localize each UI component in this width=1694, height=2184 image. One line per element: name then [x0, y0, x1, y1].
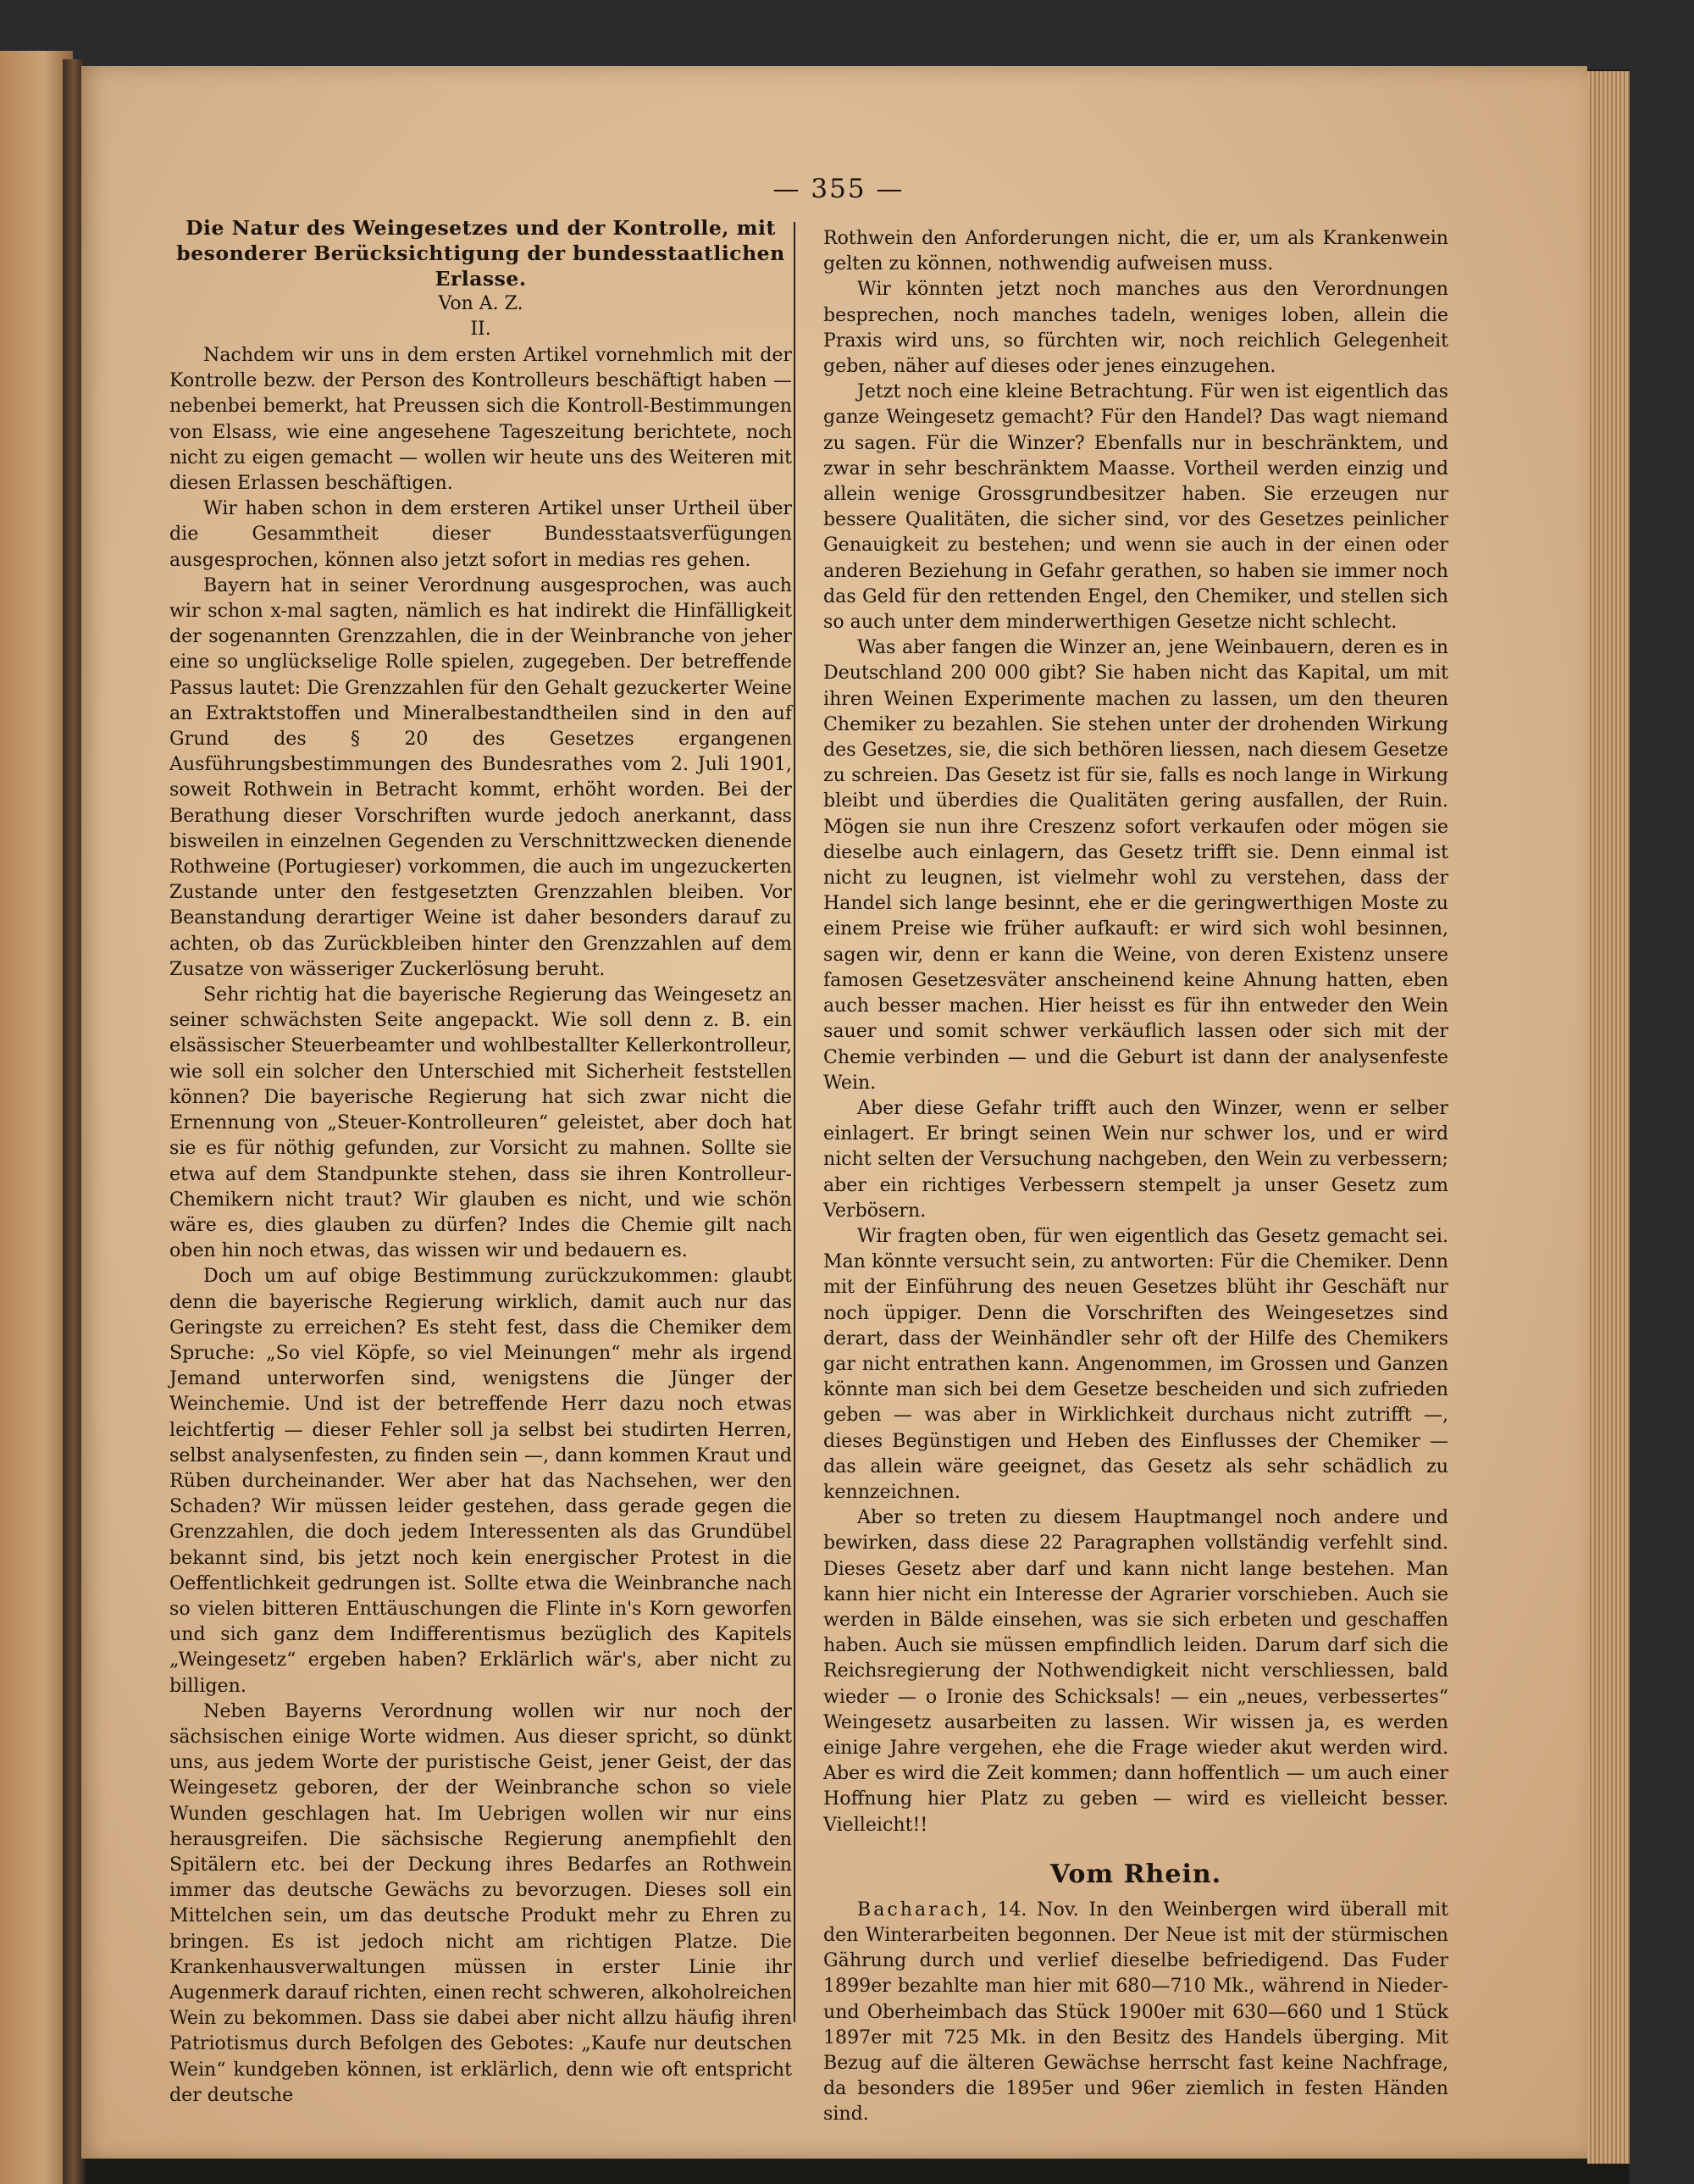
page-stack-edges — [1587, 71, 1630, 2164]
news-dateline: Bacharach — [857, 1898, 982, 1921]
left-column — [169, 215, 792, 2108]
book-cover-top — [0, 0, 1694, 69]
left-paragraph: Neben Bayerns Verordnung wollen wir nur noch der sächsischen einige Worte widmen. Aus dieser spricht, so dünkt uns, aus jedem Worte der puristische Geist, jener Geist, der das Weingesetz geboren, der der Weinbranche schon so viele Wunden geschlagen hat. Im Uebrigen wollen wir nur eins herausgreifen. Die sächsische Regierung anempfiehlt den Spitälern etc. bei der Deckung ihres Bedarfes an Rothwein immer das deutsche Gewächs zu bevorzugen. Dieses soll ein Mittelchen sein, um das deutsche Produkt mehr zu Ehren zu bringen. Es ist jedoch nicht am richtigen Platze. Die Krankenhausverwaltungen müssen in erster Linie ihr Augenmerk darauf richten, einen recht schweren, alkoholreichen Wein zu bekommen. Dass sie dabei aber nicht allzu häufig ihren Patriotismus durch Befolgen des Gebotes: „Kaufe nur deutschen Wein“ kundgeben können, ist erklärlich, denn wie oft entspricht der deutsche — [169, 1699, 792, 2106]
right-column — [823, 225, 1448, 2127]
news-body: , 14. Nov. In den Weinbergen wird überall mit den Winterarbeiten begonnen. Der Neue ist mit der stürmischen Gährung durch und verlief dieselbe befriedigend. Das Fuder 1899er bezahlte man hier mit 680—710 Mk., während in Nieder- und Oberheimbach das Stück 1900er mit 630—660 und 1 Stück 1897er mit 725 Mk. in den Besitz des Handels überging. Mit Bezug auf die älteren Gewächse herrscht fast keine Nachfrage, da besonders die 1895er und 96er ziemlich in festen Händen sind. — [823, 1898, 1448, 2126]
right-paragraph: Aber diese Gefahr trifft auch den Winzer, wenn er selber einlagert. Er bringt seinen Wein nur schwer los, und er wird nicht selten der Versuchung nachgeben, den Wein zu verbessern; aber ein richtiges Verbessern stempelt ja unser Gesetz zum Verbösern. — [823, 1096, 1448, 1222]
left-paragraph: Bayern hat in seiner Verordnung ausgesprochen, was auch wir schon x-mal sagten, nämlich es hat indirekt die Hinfälligkeit der sogenannten Grenzzahlen, die in der Weinbranche von jeher eine so unglückselige Rolle spielen, zugegeben. Der betreffende Passus lautet: Die Grenzzahlen für den Gehalt gezuckerter Weine an Extraktstoffen und Mineralbestandtheilen sind in den auf Grund des § 20 des Gesetzes ergangenen Ausführungsbestimmungen des Bundesrathes vom 2. Juli 1901, soweit Rothwein in Betracht kommt, erhöht worden. Bei der Berathung dieser Vorschriften wurde jedoch anerkannt, dass bisweilen in einzelnen Gegenden zu Verschnittzwecken dienende Rothweine (Portugieser) vorkommen, die auch im ungezuckerten Zustande unter den festgesetzten Grenzzahlen bleiben. Vor Beanstandung derartiger Weine ist daher besonders darauf zu achten, ob das Zurückbleiben hinter den Grenzzahlen auf dem Zusatze von wässeriger Zuckerlösung beruht. — [169, 574, 792, 980]
right-paragraph: Aber so treten zu diesem Hauptmangel noch andere und bewirken, dass diese 22 Paragraphen vollständig verfehlt sind. Dieses Gesetz aber darf und kann nicht lange bestehen. Man kann hier nicht ein Interesse der Agrarier vorschieben. Auch sie werden in Bälde einsehen, was sie sich erbeten und geschaffen haben. Auch sie müssen empfindlich leiden. Darum darf sich die Reichsregierung der Nothwendigkeit nicht verschliessen, bald wieder — o Ironie des Schicksals! — ein „neues, verbessertes“ Weingesetz ausarbeiten zu lassen. Wir wissen ja, es werden einige Jahre vergehen, ehe die Frage wieder akut werden wird. Aber es wird die Zeit kommen; dann hoffentlich — um auch einer Hoffnung hier Platz zu geben — wird es vielleicht besser. Vielleicht!! — [823, 1506, 1448, 1836]
left-paragraph: Sehr richtig hat die bayerische Regierung das Weingesetz an seiner schwächsten Seite angepackt. Wie soll denn z. B. ein elsässischer Steuerbeamter und wohlbestallter Kellerkontrolleur, wie soll ein solcher den Unterschied mit Sicherheit feststellen können? Die bayerische Regierung hat sich zwar nicht die Ernennung von „Steuer-Kontrolleuren“ geleistet, aber doch hat sie es für nöthig gefunden, zur Vorsicht zu mahnen. Sollte sie etwa auf dem Standpunkte stehen, dass sie ihren Kontrolleur-Chemikern nicht traut? Wir glauben es nicht, und wie schön wäre es, dies glauben zu dürfen? Indes die Chemie gilt nach oben hin noch etwas, das wissen wir und bedauern es. — [169, 984, 792, 1262]
column-divider — [794, 222, 795, 2022]
left-paragraph: Doch um auf obige Bestimmung zurückzukommen: glaubt denn die bayerische Regierung wirklich, damit auch nur das Geringste zu erreichen? Es steht fest, dass die Chemiker dem Spruche: „So viel Köpfe, so viel Meinungen“ mehr als irgend Jemand unterworfen sind, wenigstens die Jünger der Weinchemie. Und ist der betreffende Herr dazu noch etwas leichtfertig — dieser Fehler soll ja selbst bei studirten Herren, selbst analysenfesten, zu finden sein —, dann kommen Kraut und Rüben durcheinander. Wer aber hat das Nachsehen, wer den Schaden? Wir müssen leider gestehen, dass gerade gegen die Grenzzahlen, die doch jedem Interessenten als das Grundübel bekannt sind, bis jetzt noch kein energischer Protest in die Oeffentlichkeit gedrungen ist. Sollte etwa die Weinbranche nach so vielen bitteren Enttäuschungen die Flinte in's Korn geworfen und sich ganz dem Indifferentismus bezüglich des Kapitels „Weingesetz“ ergeben haben? Erklärlich wär's, aber nicht zu billigen. — [169, 1265, 792, 1697]
right-paragraph: Jetzt noch eine kleine Betrachtung. Für wen ist eigentlich das ganze Weingesetz gemacht? Für den Handel? Das wagt niemand zu sagen. Für die Winzer? Ebenfalls nur in beschränktem, und zwar in sehr beschränktem Maasse. Vortheil werden einzig und allein wenige Grossgrundbesitzer haben. Sie erzeugen nur bessere Qualitäten, die sicher sind, vor des Gesetzes peinlicher Genauigkeit zu bestehen; und wenn sie auch in der einen oder anderen Beziehung in Gefahr gerathen, so haben sie immer noch das Geld für den rettenden Engel, den Chemiker, und stellen sich so auch unter dem minderwerthigen Gesetze nicht schlecht. — [823, 380, 1448, 634]
book-cover-board — [1630, 51, 1694, 2184]
article-title: Die Natur des Weingesetzes und der Kontrolle, mit besonderer Berücksichtigung der bundesstaatlichen Erlasse. — [176, 216, 785, 291]
right-paragraph: Wir fragten oben, für wen eigentlich das Gesetz gemacht sei. Man könnte versucht sein, zu antworten: Für die Chemiker. Denn mit der Einführung des neuen Gesetzes blüht ihr Geschäft nur noch üppiger. Denn die Vorschriften des Weingesetzes sind derart, dass der Weinhändler sehr oft der Hilfe des Chemikers gar nicht entrathen kann. Angenommen, im Grossen und Ganzen könnte man sich bei dem Gesetze bescheiden und sich zufrieden geben — was aber in Wirklichkeit durchaus nicht zutrifft —, dieses Begünstigen und Heben des Einflusses der Chemiker — das allein wäre geeignet, das Gesetz als sehr schädlich zu kennzeichnen. — [823, 1224, 1448, 1503]
right-paragraph: Rothwein den Anforderungen nicht, die er, um als Krankenwein gelten zu können, nothwendig aufweisen muss. — [823, 227, 1448, 275]
news-paragraph — [823, 1897, 1448, 2127]
right-paragraph: Wir könnten jetzt noch manches aus den Verordnungen besprechen, noch manches tadeln, weniges loben, allein die Praxis wird uns, so fürchten wir, noch reichlich Gelegenheit geben, näher auf dieses oder jenes einzugehen. — [823, 278, 1448, 378]
left-paragraph: Nachdem wir uns in dem ersten Artikel vornehmlich mit der Kontrolle bezw. der Person des Kontrolleurs beschäftigt haben — nebenbei bemerkt, hat Preussen sich die Kontroll-Bestimmungen von Elsass, wie eine angesehene Tageszeitung berichtete, noch nicht zu eigen gemacht — wollen wir heute uns des Weiteren mit diesen Erlassen beschäftigen. — [169, 344, 792, 495]
article-part-number: II. — [470, 319, 491, 340]
page-number: — 355 — — [772, 174, 905, 204]
article-byline: Von A. Z. — [438, 293, 523, 314]
right-paragraph: Was aber fangen die Winzer an, jene Weinbauern, deren es in Deutschland 200 000 gibt? Sie haben nicht das Kapital, um mit ihren Weinen Experimente machen zu lassen, um den theuren Chemiker zu bezahlen. Sie stehen unter der drohenden Wirkung des Gesetzes, sie, die sich bethören liessen, nach diesem Gesetze zu schreien. Das Gesetz ist für sie, falls es noch lange in Wirkung bleibt und überdies die Qualitäten gering ausfallen, der Ruin. Mögen sie nun ihre Creszenz sofort verkaufen oder mögen sie dieselbe auch einlagern, das Gesetz trifft sie. Denn einmal ist nicht zu leugnen, ist vielmehr wohl zu verstehen, dass der Handel sich lange besinnt, ehe er die geringwerthigen Moste zu einem Preise wie früher aufkauft: er wird sich wohl besinnen, sagen wir, denn er kann die Weine, von deren Existenz unsere famosen Gesetzesväter anscheinend keine Ahnung hatten, eben auch besser machen. Hier heisst es für ihn entweder den Wein sauer und somit schwer verkäuflich lassen oder sich mit der Chemie verbinden — und die Geburt ist dann der analysenfeste Wein. — [823, 636, 1448, 1094]
news-heading: Vom Rhein. — [1049, 1859, 1222, 1889]
left-paragraph: Wir haben schon in dem ersteren Artikel unser Urtheil über die Gesammtheit dieser Bundesstaatsverfügungen ausgesprochen, können also jetzt sofort in medias res gehen. — [169, 497, 792, 571]
